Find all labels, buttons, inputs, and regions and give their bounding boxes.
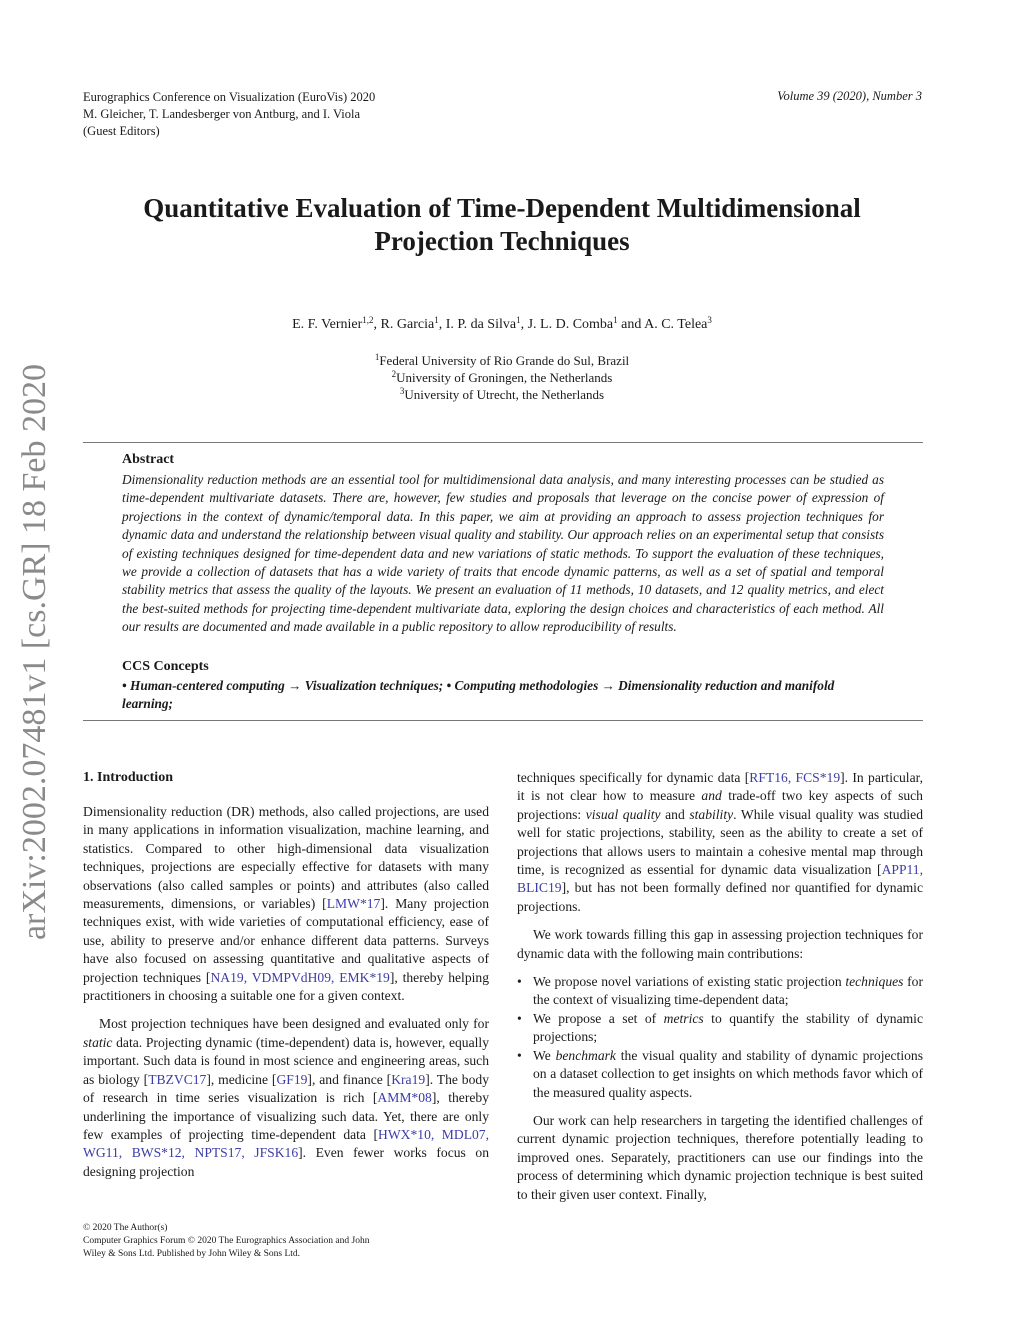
paper-title <box>0 192 1004 258</box>
intro-paragraph-5: Our work can help researchers in targeting the identified challenges of current dynamic projection techniques, therefore potentially leading to improved ones. Separately, practitioners can use our findings into the process of determining which dynamic projection technique is best suited to their given user context. Finally, <box>517 1112 923 1202</box>
emphasis: benchmark <box>555 1047 616 1063</box>
affiliation-1-text: Federal University of Rio Grande do Sul, Brazil <box>379 353 630 368</box>
emphasis: techniques <box>845 974 904 990</box>
citation-link[interactable]: LMW*17 <box>326 896 381 912</box>
intro-paragraph-1 <box>83 803 489 1005</box>
text: ]. Even fewer works focus on designing projection <box>83 1145 489 1179</box>
text: Dimensionality reduction (DR) methods, also called projections, are used in many applications in information visualization, machine learning, and statistics. Compared to other high-dimensional data visualization techniques, projections are especially effective for datasets with many observations (also called samples or points) and attributes (also called measurements, dimensions, or variables) [ <box>83 804 489 912</box>
text: ]. The body of research in time series visualization is rich [ <box>83 1071 489 1106</box>
affiliations <box>0 352 1004 403</box>
contributions-list <box>517 973 923 1102</box>
title-line-2: Projection Techniques <box>374 226 630 256</box>
text: ], thereby underlining the importance of visualizing such data. Yet, there are only few examples of projecting time-dependent data [ <box>83 1090 489 1142</box>
text: trade-off two key aspects of such projections: <box>517 788 923 822</box>
emphasis: stability <box>689 806 734 822</box>
abstract-top-rule <box>83 442 923 443</box>
author-5-affil: 3 <box>707 315 712 325</box>
left-column <box>83 803 489 1181</box>
text: We <box>533 1047 556 1063</box>
copyright-line-3: Wiley & Sons Ltd. Published by John Wiley & Sons Ltd. <box>83 1249 301 1259</box>
bullet-icon: • <box>517 1047 522 1063</box>
copyright-line-2: Computer Graphics Forum © 2020 The Eurographics Association and John <box>83 1236 370 1246</box>
text: ]. In particular, it is not clear how to measure <box>517 770 923 804</box>
emphasis: metrics <box>663 1010 704 1026</box>
affiliation-3 <box>0 386 1004 403</box>
text: to quantify the stability of dynamic projections; <box>533 1010 923 1045</box>
intro-paragraph-3 <box>517 769 923 916</box>
citation-link[interactable]: RFT16, FCS*19 <box>749 770 841 785</box>
affiliation-2 <box>0 369 1004 386</box>
citation-link[interactable]: GF19 <box>276 1071 308 1087</box>
list-item <box>517 1010 923 1047</box>
citation-link[interactable]: HWX*10, MDL07, WG11, BWS*12, NPTS17, JFSK16 <box>83 1126 489 1161</box>
author-3: , I. P. da Silva <box>438 317 517 332</box>
bullet-icon: • <box>517 974 522 990</box>
conference-name: Eurographics Conference on Visualization (EuroVis) 2020 <box>83 90 376 104</box>
abstract-bottom-rule <box>83 720 923 721</box>
text: We propose novel variations of existing static projection <box>533 974 846 990</box>
emphasis: and <box>701 788 722 804</box>
author-list <box>0 317 1004 333</box>
bullet-icon: • <box>517 1010 522 1026</box>
text: techniques specifically for dynamic data [ <box>517 770 750 785</box>
abstract-heading: Abstract <box>122 452 175 467</box>
editors: M. Gleicher, T. Landesberger von Antburg, and I. Viola <box>83 107 361 121</box>
list-item <box>517 1047 923 1102</box>
text: and <box>660 806 690 822</box>
author-3-affil: 1 <box>516 315 521 325</box>
author-2: , R. Garcia <box>373 317 435 332</box>
citation-link[interactable]: TBZVC17 <box>148 1071 207 1087</box>
text: We propose a set of <box>533 1010 664 1026</box>
copyright-footer <box>83 1222 369 1261</box>
affiliation-3-num: 3 <box>399 386 405 396</box>
text: . While visual quality was studied well for static projections, stability, seen as the ability to create a set of projections that allows users to maintain a cohesive mental map through time, is recognized as essential for dynamic data visualization [ <box>517 806 923 878</box>
affiliation-1-num: 1 <box>374 352 380 362</box>
arxiv-id: arXiv:2002.07481v1 [cs.GR] 18 Feb 2020 <box>16 363 53 941</box>
section-heading: 1. Introduction <box>83 770 173 785</box>
running-header <box>83 89 375 140</box>
volume-info: Volume 39 (2020), Number 3 <box>777 89 922 103</box>
citation-link[interactable]: NA19, VDMPVdH09, EMK*19 <box>210 969 390 985</box>
citation-link[interactable]: AMM*08 <box>377 1090 432 1106</box>
text: data. Projecting dynamic (time-dependent) data is, however, equally important. Such data is found in most science and engineering areas, such as biology [ <box>83 1034 489 1087</box>
abstract-text: Dimensionality reduction methods are an essential tool for multidimensional data analysis, and many interesting processes can be studied as time-dependent multivariate datasets. There are, however, few studies and proposals that leverage on the concise power of expression of projections in the context of dynamic/temporal data. In this paper, we aim at providing an approach to assess projection techniques for dynamic data and understand the relationship between visual quality and stability. Our approach relies on an experimental setup that consists of existing techniques designed for time-dependent data and new variations of static methods. To support the evaluation of these techniques, we provide a collection of datasets that has a wide variety of traits that encode dynamic patterns, as well as a set of spatial and temporal stability metrics that assess the quality of the layouts. We present an evaluation of 11 methods, 10 datasets, and 12 quality metrics, and elect the best-suited methods for projecting time-dependent multivariate data, exploring the design choices and characteristics of each method. All our results are documented and made available in a public repository to allow reproducibility of results. <box>122 472 884 635</box>
citation-link[interactable]: Kra19 <box>391 1071 426 1087</box>
emphasis: static <box>83 1034 113 1050</box>
guest-editors: (Guest Editors) <box>83 124 160 138</box>
emphasis: visual quality <box>585 806 661 822</box>
intro-paragraph-2 <box>83 1015 489 1181</box>
ccs-heading: CCS Concepts <box>122 659 209 674</box>
text: ], but has not been formally defined nor quantified for dynamic projections. <box>517 880 923 914</box>
text: ], thereby helping practitioners in choosing a suitable one for a given context. <box>83 969 489 1004</box>
ccs-concepts: • Human-centered computing → Visualization techniques; • Computing methodologies → Dimensionality reduction and manifold learning; <box>122 678 835 712</box>
text: for the context of visualizing time-dependent data; <box>533 974 923 1008</box>
text: Most projection techniques have been designed and evaluated only for <box>99 1016 489 1032</box>
title-line-1: Quantitative Evaluation of Time-Dependent Multidimensional <box>143 193 861 223</box>
list-item <box>517 973 923 1010</box>
affiliation-2-text: University of Groningen, the Netherlands <box>396 370 613 385</box>
affiliation-2-num: 2 <box>391 369 397 379</box>
author-4-affil: 1 <box>613 315 618 325</box>
affiliation-3-text: University of Utrecht, the Netherlands <box>404 387 605 402</box>
citation-link[interactable]: APP11, BLIC19 <box>517 862 923 896</box>
author-4: , J. L. D. Comba <box>520 317 614 332</box>
arxiv-stamp <box>10 352 60 952</box>
author-1: E. F. Vernier <box>292 317 363 332</box>
copyright-line-1: © 2020 The Author(s) <box>83 1223 168 1233</box>
text: ], and finance [ <box>307 1071 392 1087</box>
text: ], medicine [ <box>206 1071 277 1087</box>
text: the visual quality and stability of dynamic projections on a dataset collection to get insights on which methods favor which of the measured quality aspects. <box>533 1047 923 1100</box>
right-column <box>517 769 923 1204</box>
author-1-affil: 1,2 <box>362 315 374 325</box>
text: ]. Many projection techniques exist, with wide varieties of computational efficiency, ease of use, ability to preserve and/or enhance different data patterns. Surveys have also focused on assessing quantitative and qualitative aspects of projection techniques [ <box>83 896 489 985</box>
author-2-affil: 1 <box>434 315 439 325</box>
author-5: and A. C. Telea <box>617 317 708 332</box>
intro-paragraph-4: We work towards filling this gap in assessing projection techniques for dynamic data with the following main contributions: <box>517 927 923 961</box>
affiliation-1 <box>0 352 1004 369</box>
